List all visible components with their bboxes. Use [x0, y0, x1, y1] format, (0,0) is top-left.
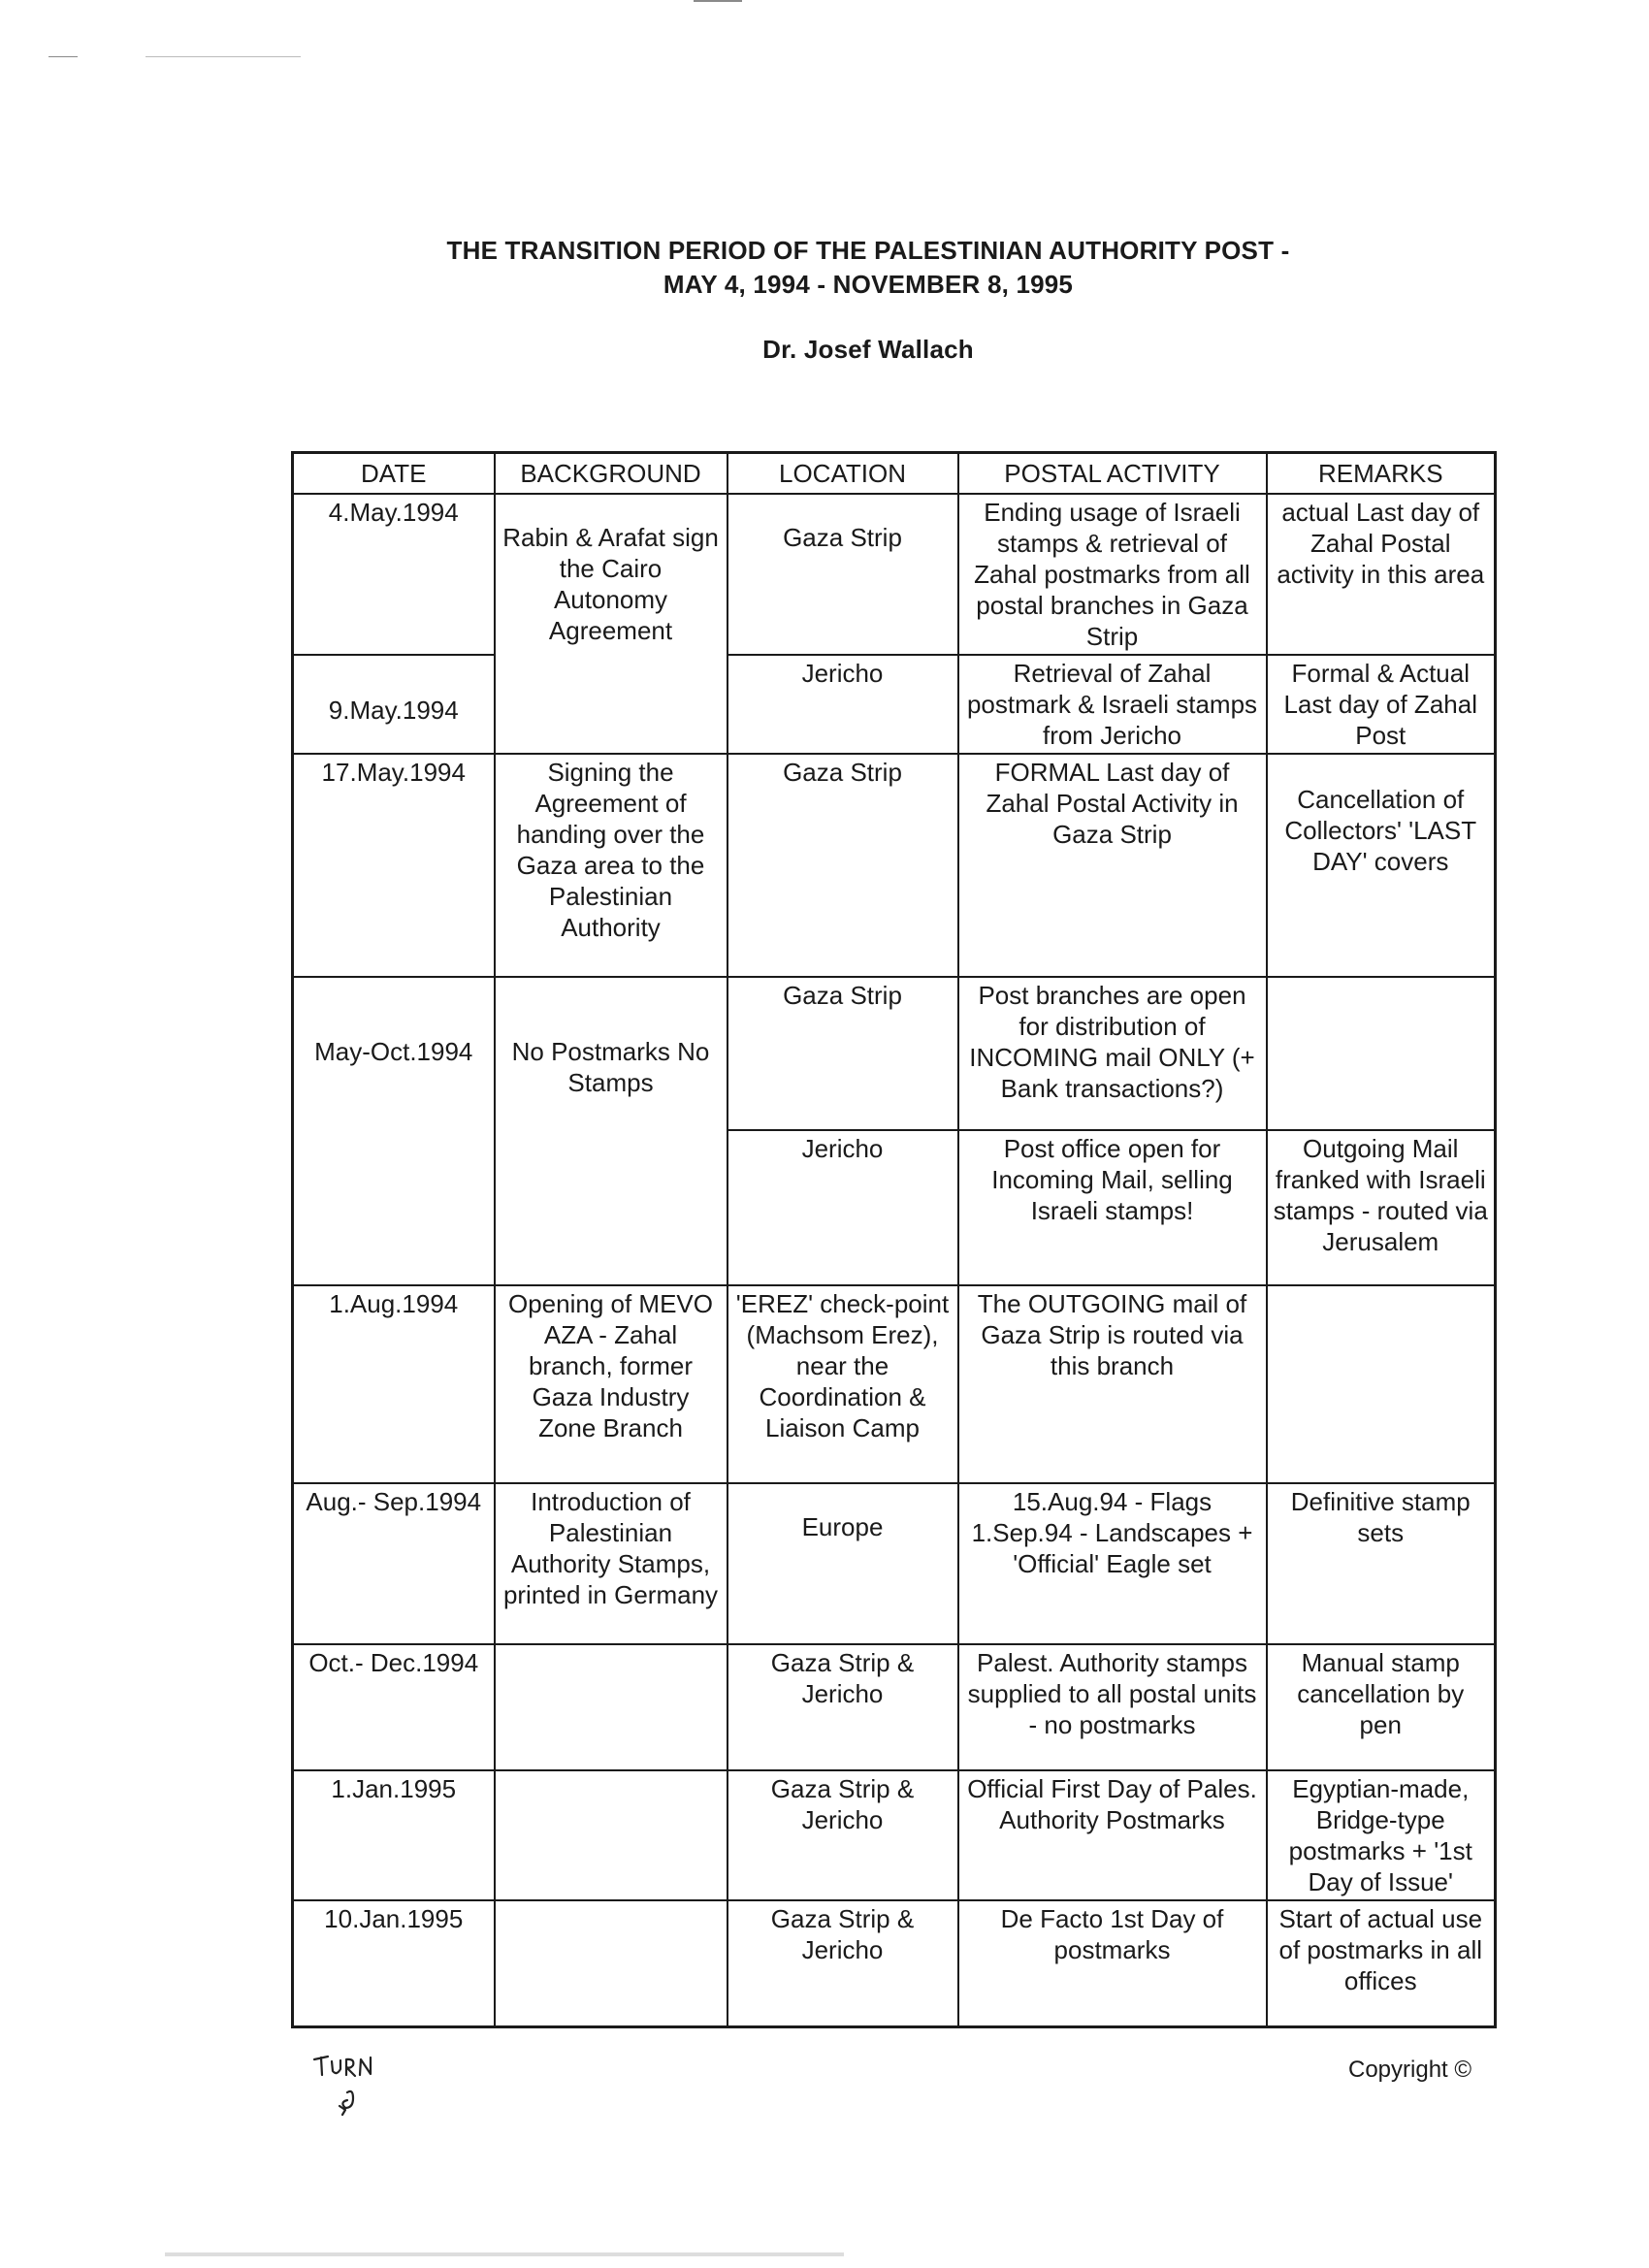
cell-background: Opening of MEVO AZA - Zahal branch, former Gaza Industry Zone Branch [495, 1285, 728, 1483]
cell-postal-activity: Palest. Authority stamps supplied to all postal units - no postmarks [958, 1644, 1267, 1770]
cell-postal-activity: Official First Day of Pales. Authority Postmarks [958, 1770, 1267, 1900]
cell-postal-activity: Post office open for Incoming Mail, selling Israeli stamps! [958, 1130, 1267, 1285]
cell-date: May-Oct.1994 [293, 977, 495, 1285]
scan-edge-mark-left-2 [146, 56, 301, 57]
page-title-line2: MAY 4, 1994 - NOVEMBER 8, 1995 [663, 270, 1074, 299]
cell-location: Gaza Strip & Jericho [728, 1770, 958, 1900]
cell-location: Gaza Strip [728, 494, 958, 655]
transition-table [291, 451, 1497, 2028]
author-name: Dr. Josef Wallach [762, 335, 974, 364]
cell-remarks: Manual stamp cancellation by pen [1267, 1644, 1496, 1770]
column-header-remarks: REMARKS [1267, 453, 1496, 495]
handwritten-turn-note [310, 2052, 398, 2129]
column-header-postal-activity: POSTAL ACTIVITY [958, 453, 1267, 495]
cell-date: 1.Aug.1994 [293, 1285, 495, 1483]
table-row [293, 1285, 1496, 1483]
cell-remarks: Definitive stamp sets [1267, 1483, 1496, 1644]
cell-remarks: Formal & Actual Last day of Zahal Post [1267, 655, 1496, 754]
table-row [293, 1644, 1496, 1770]
cell-location: Gaza Strip [728, 977, 958, 1130]
column-header-background: BACKGROUND [495, 453, 728, 495]
cell-remarks: Egyptian-made, Bridge-type postmarks + '1st Day of Issue' [1267, 1770, 1496, 1900]
cell-postal-activity: Post branches are open for distribution of INCOMING mail ONLY (+ Bank transactions?) [958, 977, 1267, 1130]
cell-background [495, 1644, 728, 1770]
cell-background [495, 1900, 728, 2026]
cell-location: Europe [728, 1483, 958, 1644]
cell-remarks: actual Last day of Zahal Postal activity in this area [1267, 494, 1496, 655]
table-row [293, 494, 1496, 655]
cell-date: 1.Jan.1995 [293, 1770, 495, 1900]
copyright-notice: Copyright © [1348, 2057, 1472, 2083]
cell-location: Gaza Strip & Jericho [728, 1644, 958, 1770]
cell-remarks [1267, 977, 1496, 1130]
cell-background [495, 1770, 728, 1900]
scan-edge-mark-bottom [165, 2252, 844, 2256]
cell-background: Signing the Agreement of handing over the Gaza area to the Palestinian Authority [495, 754, 728, 977]
cell-postal-activity: De Facto 1st Day of postmarks [958, 1900, 1267, 2026]
cell-date: 4.May.1994 [293, 494, 495, 655]
cell-background: No Postmarks No Stamps [495, 977, 728, 1285]
table-row [293, 977, 1496, 1130]
cell-date: Oct.- Dec.1994 [293, 1644, 495, 1770]
cell-remarks: Start of actual use of postmarks in all offices [1267, 1900, 1496, 2026]
table-row [293, 1483, 1496, 1644]
cell-background: Rabin & Arafat sign the Cairo Autonomy Agreement [495, 494, 728, 754]
column-header-date: DATE [293, 453, 495, 495]
cell-location: Gaza Strip & Jericho [728, 1900, 958, 2026]
scan-edge-mark-top [694, 0, 742, 2]
cell-postal-activity: Ending usage of Israeli stamps & retrieval of Zahal postmarks from all postal branches in Gaza Strip [958, 494, 1267, 655]
cell-date: 9.May.1994 [293, 655, 495, 754]
cell-remarks: Outgoing Mail franked with Israeli stamps - routed via Jerusalem [1267, 1130, 1496, 1285]
cell-remarks: Cancellation of Collectors' 'LAST DAY' covers [1267, 754, 1496, 977]
table-row [293, 1770, 1496, 1900]
cell-location: Gaza Strip [728, 754, 958, 977]
cell-location: 'EREZ' check-point (Machsom Erez), near the Coordination & Liaison Camp [728, 1285, 958, 1483]
cell-postal-activity: 15.Aug.94 - Flags 1.Sep.94 - Landscapes + 'Official' Eagle set [958, 1483, 1267, 1644]
cell-postal-activity: FORMAL Last day of Zahal Postal Activity in Gaza Strip [958, 754, 1267, 977]
cell-date: 17.May.1994 [293, 754, 495, 977]
cell-background: Introduction of Palestinian Authority Stamps, printed in Germany [495, 1483, 728, 1644]
table-row [293, 754, 1496, 977]
cell-postal-activity: Retrieval of Zahal postmark & Israeli stamps from Jericho [958, 655, 1267, 754]
cell-postal-activity: The OUTGOING mail of Gaza Strip is routed via this branch [958, 1285, 1267, 1483]
table-row [293, 1900, 1496, 2026]
cell-remarks [1267, 1285, 1496, 1483]
scan-edge-mark-left [48, 56, 78, 57]
cell-date: Aug.- Sep.1994 [293, 1483, 495, 1644]
cell-location: Jericho [728, 1130, 958, 1285]
cell-date: 10.Jan.1995 [293, 1900, 495, 2026]
table-header-row [293, 453, 1496, 495]
table-row [293, 655, 1496, 754]
cell-location: Jericho [728, 655, 958, 754]
column-header-location: LOCATION [728, 453, 958, 495]
page-title-line1: THE TRANSITION PERIOD OF THE PALESTINIAN AUTHORITY POST - [446, 236, 1290, 265]
